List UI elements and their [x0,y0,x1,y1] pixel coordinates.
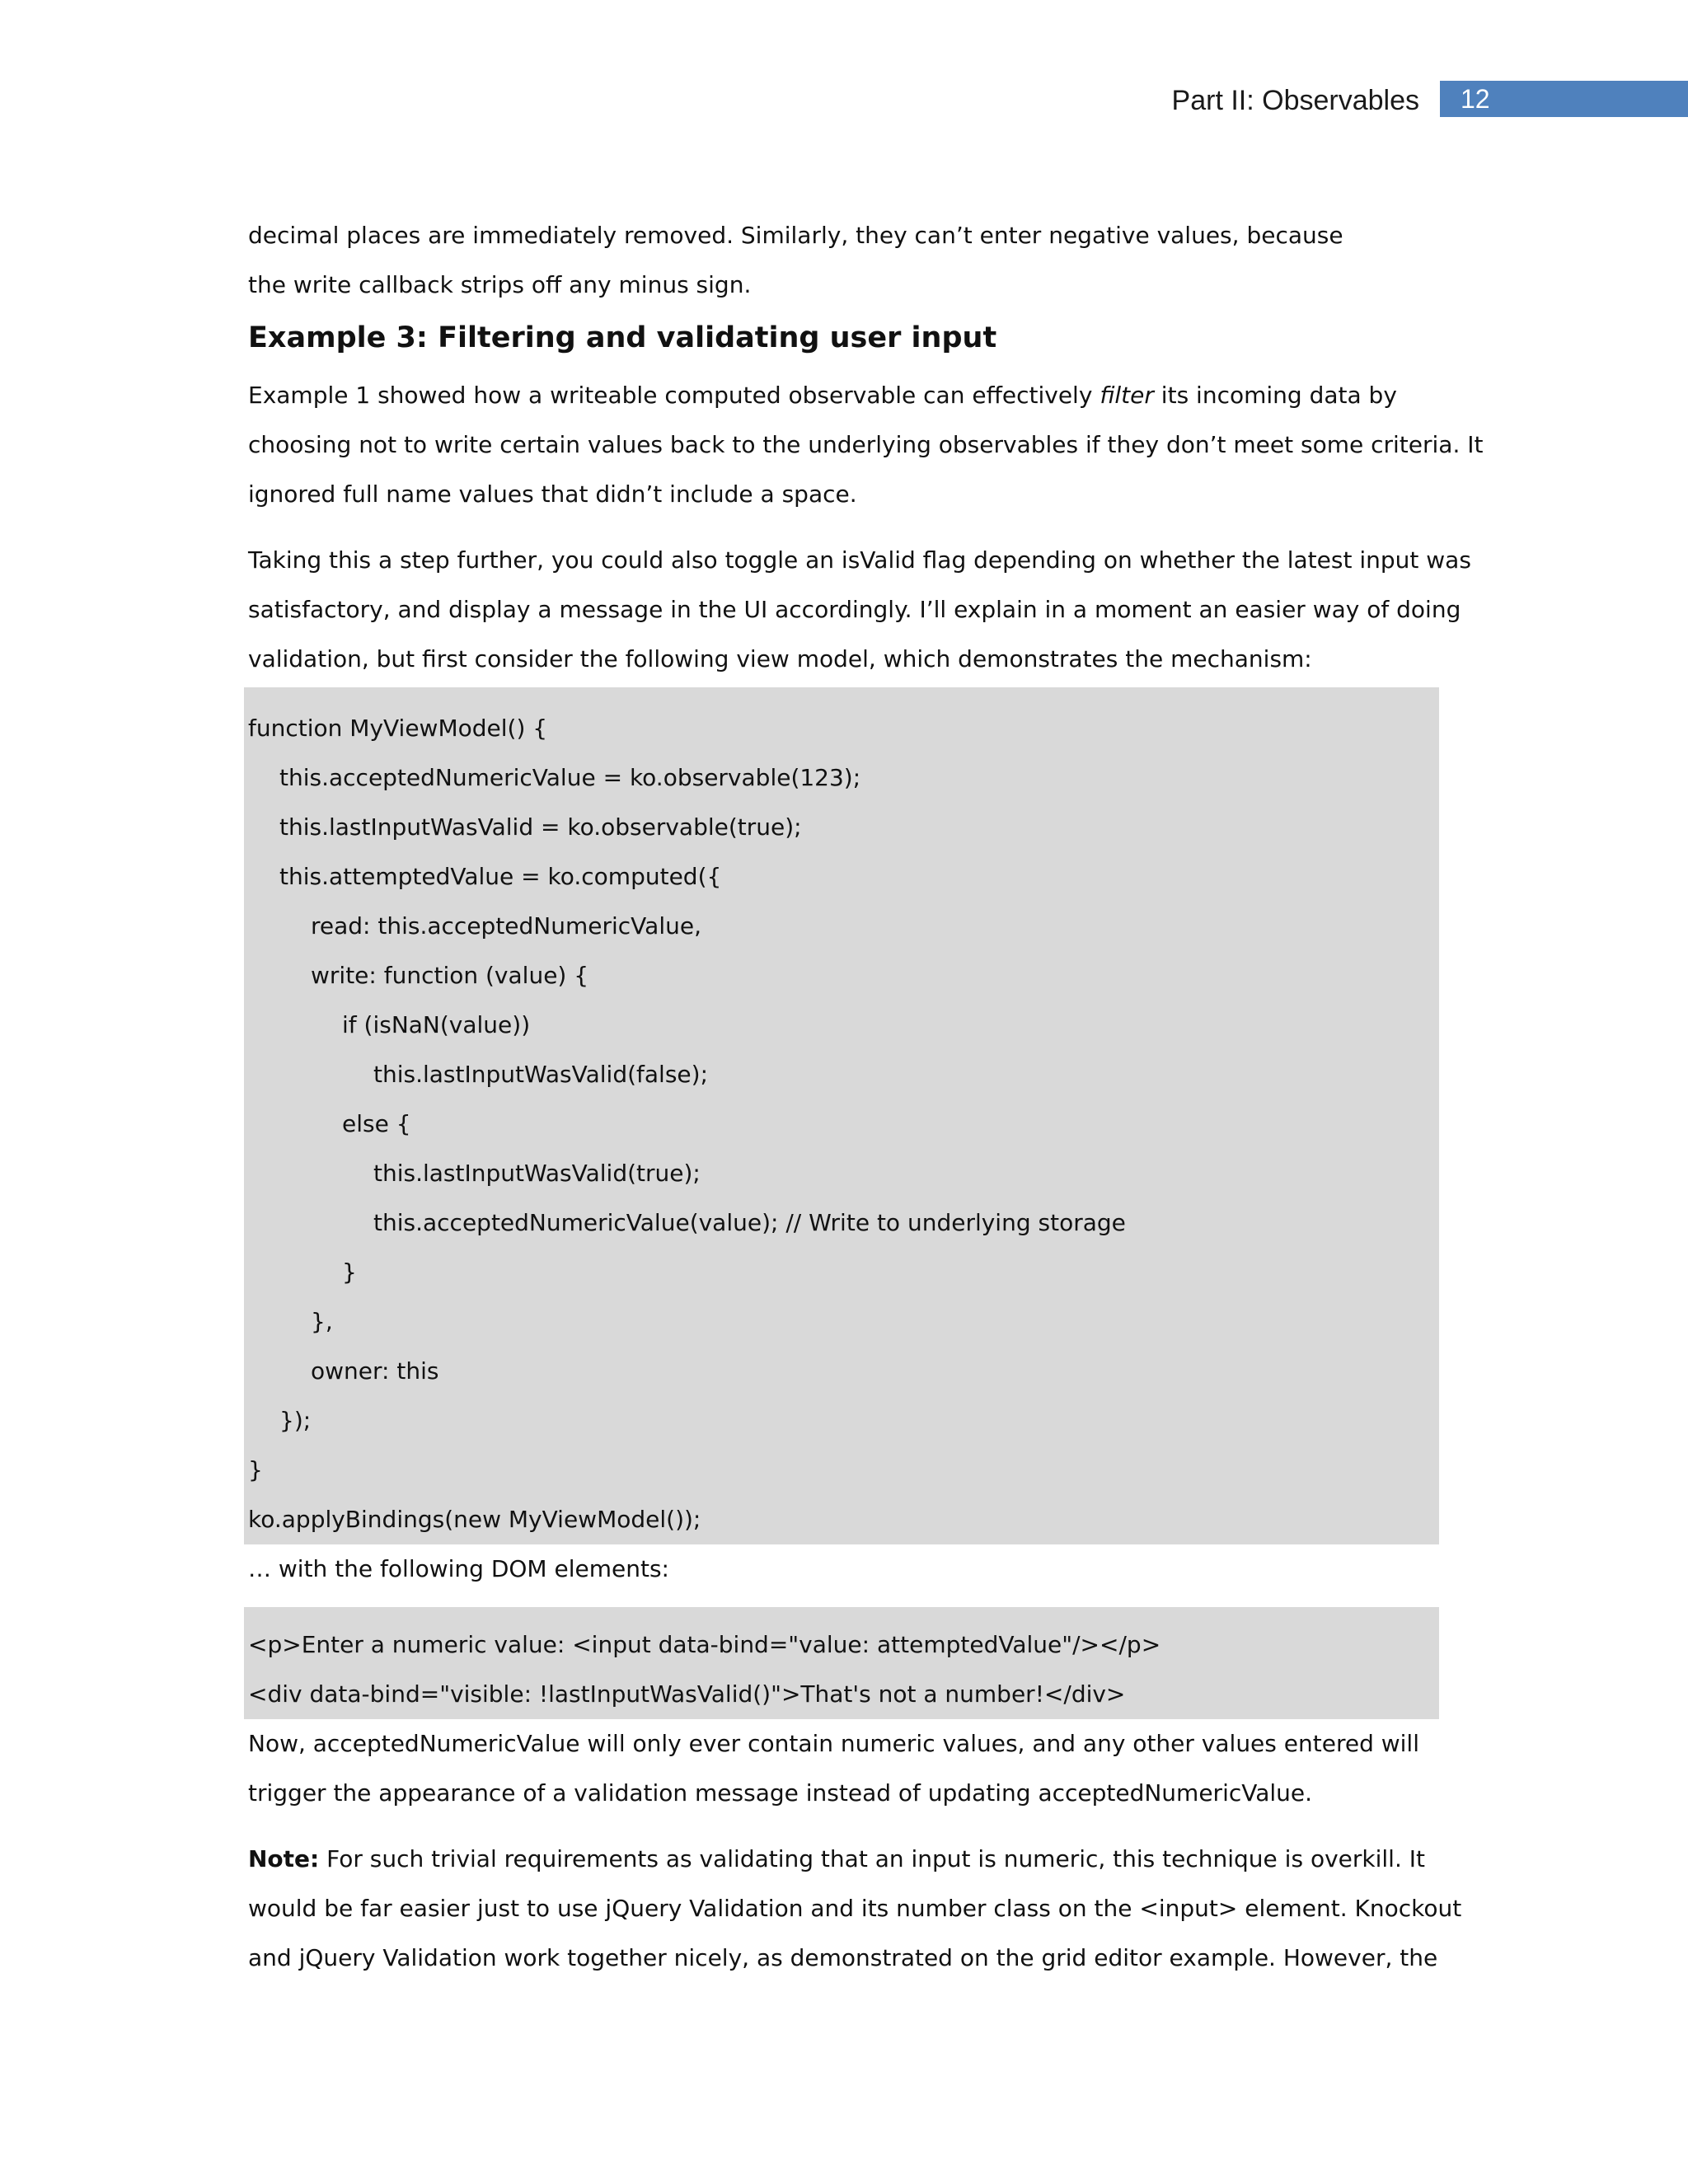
text-line: would be far easier just to use jQuery Validation and its number class on the <input> element. Knockout [248,1895,1462,1922]
paragraph-dom-intro [248,1544,1443,1594]
text-line: … with the following DOM elements: [248,1555,669,1582]
section-heading: Example 3: Filtering and validating user input [248,321,997,354]
emphasis-text: filter [1100,382,1154,409]
code-block-viewmodel [244,687,1439,1544]
page-number: 12 [1440,81,1688,117]
code-line: read: this.acceptedNumericValue, [311,912,701,940]
code-line: this.lastInputWasValid(false); [373,1061,708,1088]
code-line: else { [342,1110,411,1137]
code-line: }); [279,1407,312,1434]
paragraph-result [248,1719,1443,1818]
code-line: this.acceptedNumericValue = ko.observable(123); [279,764,861,791]
code-line: function MyViewModel() { [248,715,548,742]
code-line: this.lastInputWasValid(true); [373,1160,701,1187]
code-line: } [342,1258,357,1286]
code-line: <p>Enter a numeric value: <input data-bind="value: attemptedValue"/></p> [248,1631,1161,1658]
text-line: the write callback strips off any minus sign. [248,271,752,298]
text-line: validation, but first consider the following view model, which demonstrates the mechanism: [248,645,1312,673]
code-line: <div data-bind="visible: !lastInputWasValid()">That's not a number!</div> [248,1680,1126,1708]
text-line: satisfactory, and display a message in the UI accordingly. I’ll explain in a moment an easier way of doing [248,596,1461,623]
paragraph-isvalid [248,536,1471,684]
code-line: ko.applyBindings(new MyViewModel()); [248,1506,701,1533]
text-line [248,371,1443,420]
code-line: this.acceptedNumericValue(value); // Write to underlying storage [373,1209,1126,1236]
text-line: Now, acceptedNumericValue will only ever contain numeric values, and any other values entered will [248,1730,1419,1757]
text-line: choosing not to write certain values back to the underlying observables if they don’t meet some criteria. It [248,431,1484,458]
note-label: Note: [248,1845,320,1872]
text-span: Example 1 showed how a writeable computed observable can effectively [248,382,1100,409]
note-paragraph [248,1835,1462,1983]
text-line: Taking this a step further, you could also toggle an isValid flag depending on whether the latest input was [248,546,1471,574]
code-line: this.lastInputWasValid = ko.observable(true); [279,813,802,841]
paragraph-filter [248,371,1484,519]
code-line: owner: this [311,1357,439,1385]
code-block-dom [244,1607,1439,1719]
code-line: } [248,1456,263,1483]
text-line [248,1835,1443,1884]
text-line: trigger the appearance of a validation message instead of updating acceptedNumericValue. [248,1779,1313,1807]
text-span: For such trivial requirements as validating that an input is numeric, this technique is overkill. It [319,1845,1425,1872]
page-content [248,211,1484,1999]
code-line: if (isNaN(value)) [342,1011,531,1038]
text-line: and jQuery Validation work together nicely, as demonstrated on the grid editor example. However, the [248,1944,1438,1971]
code-line: this.attemptedValue = ko.computed({ [279,863,722,890]
code-line: }, [311,1308,333,1335]
text-line: ignored full name values that didn’t include a space. [248,480,857,508]
intro-paragraph [248,211,1443,310]
running-header-title: Part II: Observables [1171,85,1419,116]
text-line: decimal places are immediately removed. Similarly, they can’t enter negative values, because [248,222,1343,249]
text-span: its incoming data by [1153,382,1397,409]
code-line: write: function (value) { [311,962,589,989]
